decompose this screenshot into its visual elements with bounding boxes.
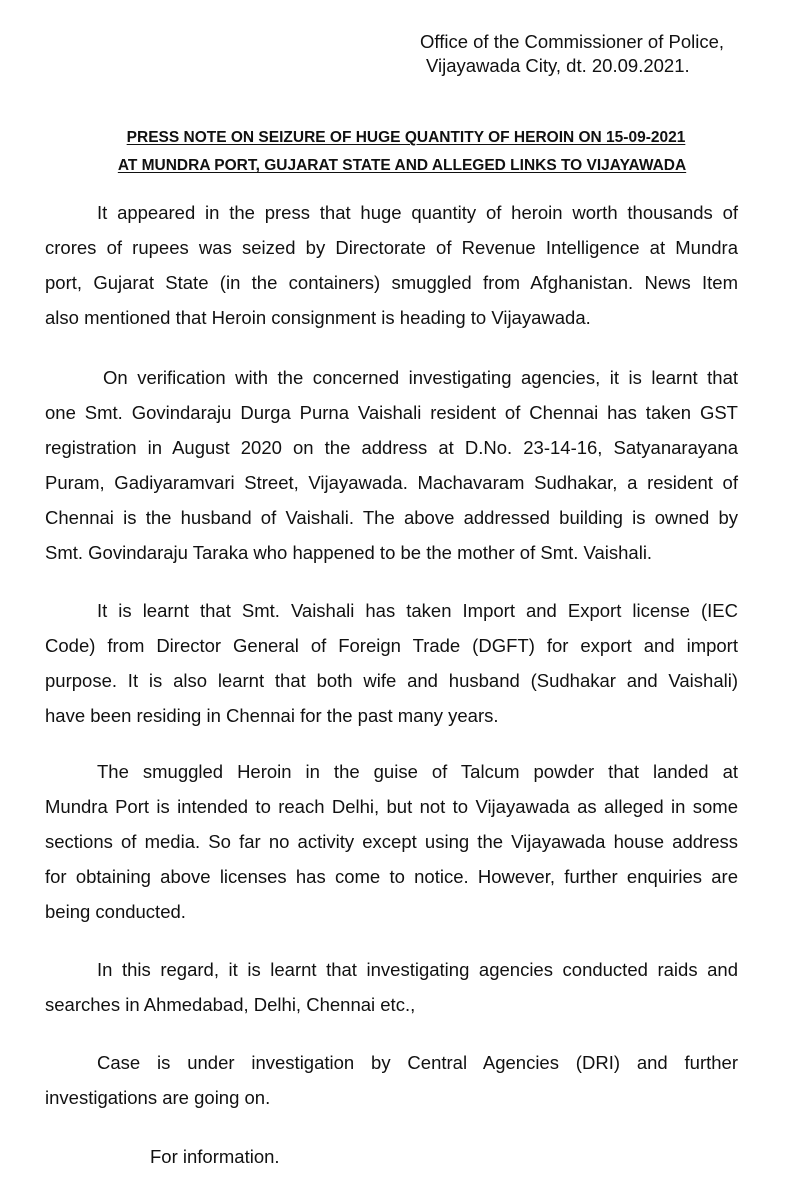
paragraph-4 xyxy=(45,754,738,929)
press-note-title xyxy=(0,124,800,180)
paragraph-line: In this regard, it is learnt that investigating agencies conducted raids and xyxy=(97,959,738,980)
paragraph-line: On verification with the concerned investigating agencies, it is learnt that xyxy=(103,367,738,388)
paragraph-3 xyxy=(45,593,738,733)
paragraph-line: being conducted. xyxy=(45,901,186,922)
paragraph-line: It is learnt that Smt. Vaishali has taken Import and Export license (IEC xyxy=(97,600,738,621)
title-line-1: PRESS NOTE ON SEIZURE OF HUGE QUANTITY OF HEROIN ON 15-09-2021 xyxy=(126,129,686,146)
paragraph-line: port, Gujarat State (in the containers) smuggled from Afghanistan. News Item xyxy=(45,272,738,293)
closing-text: For information. xyxy=(150,1146,280,1167)
title-line-2: AT MUNDRA PORT, GUJARAT STATE AND ALLEGED LINKS TO VIJAYAWADA xyxy=(117,157,687,174)
paragraph-line: for obtaining above licenses has come to notice. However, further enquiries are xyxy=(45,866,738,887)
paragraph-line: Case is under investigation by Central Agencies (DRI) and further xyxy=(97,1052,738,1073)
paragraph-5 xyxy=(45,952,738,1022)
paragraph-2 xyxy=(45,360,738,570)
paragraph-line: purpose. It is also learnt that both wife and husband (Sudhakar and Vaishali) xyxy=(45,670,738,691)
office-name: Office of the Commissioner of Police, xyxy=(420,31,725,52)
paragraph-line: crores of rupees was seized by Directorate of Revenue Intelligence at Mundra xyxy=(45,237,738,258)
office-header xyxy=(420,30,724,78)
paragraph-line: Smt. Govindaraju Taraka who happened to be the mother of Smt. Vaishali. xyxy=(45,542,653,563)
paragraph-line: Chennai is the husband of Vaishali. The above addressed building is owned by xyxy=(45,507,738,528)
paragraph-line: registration in August 2020 on the address at D.No. 23-14-16, Satyanarayana xyxy=(45,437,738,458)
paragraph-6 xyxy=(45,1045,738,1115)
paragraph-line: one Smt. Govindaraju Durga Purna Vaishali resident of Chennai has taken GST xyxy=(45,402,738,423)
paragraph-line: Puram, Gadiyaramvari Street, Vijayawada. Machavaram Sudhakar, a resident of xyxy=(45,472,738,493)
paragraph-line: searches in Ahmedabad, Delhi, Chennai etc., xyxy=(45,994,416,1015)
paragraph-line: Mundra Port is intended to reach Delhi, but not to Vijayawada as alleged in some xyxy=(45,796,738,817)
paragraph-line: Code) from Director General of Foreign Trade (DGFT) for export and import xyxy=(45,635,738,656)
paragraph-line: also mentioned that Heroin consignment is heading to Vijayawada. xyxy=(45,307,591,328)
paragraph-line: It appeared in the press that huge quantity of heroin worth thousands of xyxy=(97,202,738,223)
paragraph-1 xyxy=(45,195,738,335)
paragraph-line: investigations are going on. xyxy=(45,1087,271,1108)
office-city-date: Vijayawada City, dt. 20.09.2021. xyxy=(426,55,690,76)
paragraph-line: sections of media. So far no activity except using the Vijayawada house address xyxy=(45,831,738,852)
paragraph-line: The smuggled Heroin in the guise of Talcum powder that landed at xyxy=(97,761,738,782)
paragraph-line: have been residing in Chennai for the past many years. xyxy=(45,705,499,726)
